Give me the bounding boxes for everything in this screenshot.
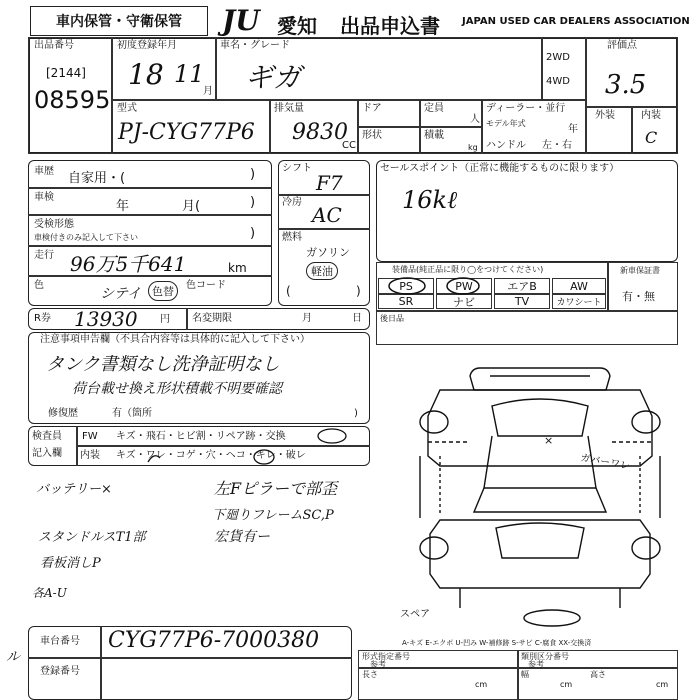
drive-4wd: 4WD [546, 76, 570, 87]
chassis-label: 車台番号 [40, 636, 80, 647]
fuel-selected: 軽油 [306, 262, 338, 280]
exterior-label: 外装 [595, 110, 615, 121]
inspection-close: ) [250, 195, 256, 210]
inspector-label-1: 検査員 [32, 431, 62, 442]
history-value: 自家用・( [68, 171, 126, 186]
equip-aw: AW [552, 278, 606, 294]
repair-value: 有（箇所 [112, 408, 152, 419]
handle-label: ハンドル [486, 140, 526, 151]
length-unit: cm [475, 680, 488, 689]
grade-label: 評価点 [607, 40, 637, 51]
interior-label: 内装 [641, 110, 661, 121]
fuel-paren-close: ) [356, 284, 361, 298]
divider [358, 667, 678, 669]
spare-label: スペア [400, 609, 430, 620]
fuel-label: 燃料 [282, 232, 302, 243]
mileage-label: 走行 [34, 250, 54, 261]
inspection-label: 車検 [34, 192, 54, 203]
divider [28, 214, 272, 216]
aircon-label: 冷房 [282, 197, 302, 208]
inspector-interior-items: キズ・ワレ・コゲ・穴・ヘコ・キレ・破レ [116, 450, 306, 461]
door-label: ドア [362, 103, 382, 114]
equip-ps: PS [378, 278, 434, 294]
inspector-label-2: 記入欄 [32, 448, 62, 459]
history-close: ) [250, 167, 256, 182]
vehicle-damage-diagram [400, 350, 680, 630]
color-label: 色 [34, 280, 44, 291]
reg-number-label: 登録番号 [40, 666, 80, 677]
remarks-label: 注意事項申告欄（不具合内容等は具体的に記入して下さい） [40, 334, 310, 345]
divider [517, 650, 519, 700]
color-value: シテイ [100, 286, 142, 302]
fuel-paren-open: ( [286, 284, 291, 298]
registration-label: 初度登録年月 [117, 40, 177, 51]
load-unit: kg [468, 143, 478, 152]
shape-label: 形状 [362, 130, 382, 141]
org-name: 愛知 [277, 14, 317, 38]
association-name: JAPAN USED CAR DEALERS ASSOCIATION [462, 16, 690, 27]
chassis-number: CYG77P6-7000380 [108, 628, 320, 653]
r-ticket-value: 13930 [74, 307, 138, 331]
name-change-month: 月 [302, 313, 312, 324]
capacity-label: 定員 [424, 103, 444, 114]
equip-airbag: エアB [494, 278, 550, 294]
note-battery: バッテリー× [36, 482, 112, 497]
history-label: 車歴 [34, 166, 54, 177]
doc-title: 出品申込書 [340, 14, 440, 38]
displacement-unit: CC [342, 140, 356, 151]
acceptance-note: 車検付きのみ記入して下さい [34, 233, 138, 242]
warranty-label: 新車保証書 [620, 266, 660, 275]
model-value: PJ-CYG77P6 [118, 120, 255, 145]
dealer-label: ディーラー・並行 [486, 103, 566, 114]
selling-point-value: 16kℓ [402, 186, 458, 214]
equip-tv: TV [494, 294, 550, 309]
selling-point-label: セールスポイント（正常に機能するものに限ります） [380, 163, 620, 174]
equipment-label: 装備品(純正品に限り◯をつけてください) [392, 265, 544, 274]
warranty-value: 有・無 [622, 290, 655, 303]
aircon-value: AC [312, 203, 342, 227]
chassis-side-mark: ル [6, 649, 20, 665]
divider [100, 626, 102, 700]
r-ticket-label: R券 [34, 313, 51, 324]
inspection-month: 月( [182, 199, 201, 214]
divider [28, 657, 352, 659]
acceptance-close: ) [250, 226, 256, 241]
capacity-unit: 人 [470, 114, 480, 125]
lot-label: 出品番号 [34, 40, 74, 51]
height-label: 高さ [590, 670, 606, 679]
width-unit: cm [560, 680, 573, 689]
class-number-label: 類別区分番号 [521, 652, 569, 661]
later-items-label: 後日品 [380, 314, 404, 323]
repair-label: 修復歴 [48, 408, 78, 419]
ref-label-1: 参考 [370, 660, 386, 669]
acceptance-label: 受検形態 [34, 219, 74, 230]
interior-value: C [645, 128, 658, 147]
equipment-circles [380, 266, 500, 298]
registration-year: 18 [128, 58, 164, 91]
displacement-value: 9830 [292, 120, 348, 145]
mileage-unit: km [228, 261, 247, 275]
r-ticket-unit: 円 [160, 314, 170, 325]
color-repaint: 色替 [148, 281, 178, 301]
name-change-day: 日 [352, 313, 362, 324]
note-stand: スタンドルスT1部 [38, 530, 146, 545]
note-pillar: 左Fピラーで部歪 [214, 479, 338, 498]
note-cargo: 宏貨有ー [214, 529, 270, 545]
equip-navi: ナビ [436, 294, 492, 309]
svg-text:×: × [544, 434, 554, 447]
type-number-label: 形式指定番号 [362, 652, 410, 661]
inspector-marks [140, 426, 370, 466]
diagram-annotation: ガバーワレ [579, 452, 631, 473]
fuel-options: ガソリン [306, 246, 350, 259]
displacement-label: 排気量 [274, 103, 304, 114]
lot-number: 08595 [34, 86, 111, 114]
divider [28, 245, 272, 247]
divider [28, 187, 272, 189]
inspector-interior-label: 内装 [80, 450, 100, 461]
note-sign: 看板消しP [40, 556, 101, 571]
equip-sr: SR [378, 294, 434, 309]
remarks-line1: タンク書類なし洗浄証明なし [46, 354, 280, 375]
shift-value: F7 [316, 171, 343, 195]
handle-options: 左・右 [542, 140, 572, 151]
inspector-fw-items: キズ・飛石・ヒビ割・リペア跡・交換 [116, 431, 286, 442]
divider [186, 308, 188, 330]
grade-score: 3.5 [605, 70, 647, 100]
inspector-fw-label: FW [82, 431, 98, 442]
lot-sub-number: [2144] [46, 66, 86, 80]
model-year-unit: 年 [568, 124, 578, 135]
equip-leather: カワシート [552, 294, 606, 309]
name-change-label: 名変期限 [192, 313, 232, 324]
drive-2wd: 2WD [546, 52, 570, 63]
load-label: 積載 [424, 130, 444, 141]
model-year-label: モデル年式 [486, 119, 526, 128]
damage-legend: A-キズ E-エクボ U-凹み W-補修跡 S-サビ C-腐食 XX-交換済 [402, 639, 592, 647]
inspection-year: 年 [116, 199, 130, 214]
height-unit: cm [656, 680, 669, 689]
mileage-value: 96万5千641 [70, 252, 187, 276]
note-frame: 下廻りフレームSC,P [212, 508, 334, 523]
repair-close: ) [354, 408, 358, 419]
equip-pw: PW [436, 278, 492, 294]
length-label: 長さ [362, 670, 378, 679]
divider [278, 228, 370, 230]
drive-cell [542, 37, 586, 100]
color-code-label: 色コード [186, 280, 226, 291]
shift-label: シフト [282, 163, 312, 174]
model-label: 型式 [117, 103, 137, 114]
ju-logo: JU [222, 4, 260, 37]
registration-month: 11 [174, 60, 205, 88]
vehicle-name-label: 車名・グレード [220, 40, 290, 51]
ref-label-2: 参考 [528, 660, 544, 669]
storage-label: 車内保管・守衛保管 [30, 6, 208, 36]
width-label: 幅 [521, 670, 529, 679]
vehicle-name: ギガ [245, 61, 302, 94]
registration-month-unit: 月 [203, 86, 213, 97]
remarks-line2: 荷台載せ換え形状積載不明要確認 [72, 381, 282, 397]
note-all: 各A-U [32, 586, 67, 600]
later-items-block [376, 311, 678, 345]
